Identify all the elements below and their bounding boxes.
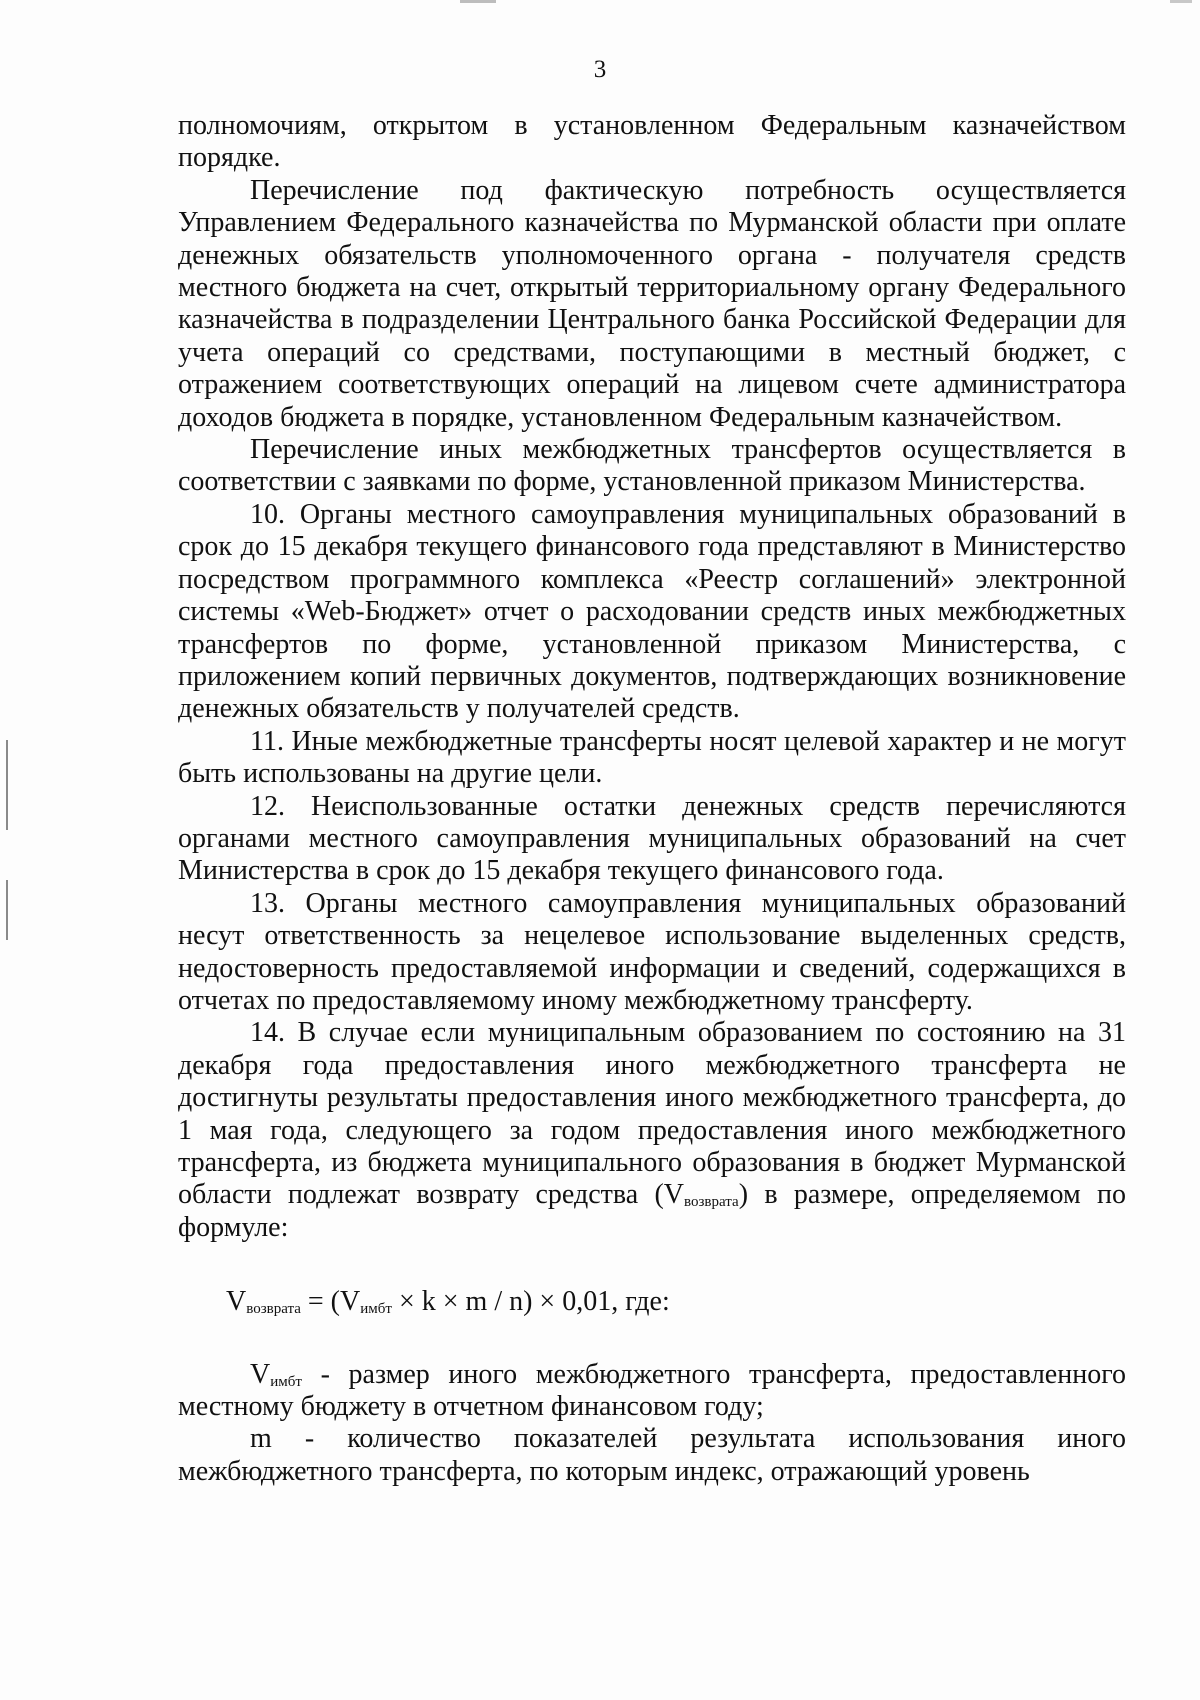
paragraph-item-12: 12. Неиспользованные остатки денежных средств перечисляются органами местного самоуправления муниципальных образований на счет Министерства в срок до 15 декабря текущего финансового года. [178,790,1126,887]
item-14-text-end: ) в размере, определяемом по формуле: [178,1179,1126,1243]
scan-margin-mark [6,880,8,940]
formula-return-subscript: возврата [246,1301,301,1318]
paragraph-continuation: полномочиям, открытом в установленном Федеральным казначейством порядке. [178,110,1126,174]
definition-m: m - количество показателей результата использования иного межбюджетного трансферта, по которым индекс, отражающий уровень [178,1423,1126,1487]
scan-artifact-top [460,0,496,3]
paragraph-transfer-requests: Перечисление иных межбюджетных трансфертов осуществляется в соответствии с заявками по форме, установленной приказом Министерства. [178,434,1126,498]
paragraph-item-11: 11. Иные межбюджетные трансферты носят целевой характер и не могут быть использованы на другие цели. [178,725,1126,790]
page-number: 3 [593,56,607,83]
item-14-text: 14. В случае если муниципальным образованием по состоянию на 31 декабря года предоставления иного межбюджетного трансферта не достигнуты результаты предоставления иного межбюджетного трансферта, до 1 мая года, следующего за годом предоставления иного межбюджетного трансферта, из бюджета муниципального образования в бюджет Мурманской области подлежат возврату средства (V [178,1017,1126,1211]
scan-margin-mark [6,740,8,830]
formula-rest: × k × m / n) × 0,01, где: [391,1286,670,1318]
item-14-subscript: возврата [684,1194,739,1211]
paragraph-item-14 [178,1017,1126,1244]
document-body [178,110,1126,1488]
formula-equals: = (V [300,1286,361,1318]
formula-imbt-subscript: имбт [360,1301,392,1318]
return-formula [178,1286,1126,1318]
definition-vimbt-subscript: имбт [270,1373,302,1390]
definition-vimbt-text: - размер иного межбюджетного трансферта, предоставленного местному бюджету в отчетном финансовом году; [178,1358,1126,1423]
paragraph-transfer-need: Перечисление под фактическую потребность осуществляется Управлением Федерального казначейства по Мурманской области при оплате денежных обязательств уполномоченного органа - получателя средств местного бюджета на счет, открытый территориальному органу Федерального казначейства в подразделении Центрального банка Российской Федерации для учета операций со средствами, поступающими в местный бюджет, с отражением соответствующих операций на лицевом счете администратора доходов бюджета в порядке, установленном Федеральным казначейством. [178,174,1126,433]
paragraph-item-10: 10. Органы местного самоуправления муниципальных образований в срок до 15 декабря текущего финансового года представляют в Министерство посредством программного комплекса «Реестр соглашений» электронной системы «Web-Бюджет» отчет о расходовании средств иных межбюджетных трансфертов по форме, установленной приказом Министерства, с приложением копий первичных документов, подтверждающих возникновение денежных обязательств у получателей средств. [178,498,1126,725]
scan-artifact-top-right [1170,0,1192,3]
definition-vimbt [178,1359,1126,1424]
paragraph-item-13: 13. Органы местного самоуправления муниципальных образований несут ответственность за нецелевое использование выделенных средств, недостоверность предоставляемой информации и сведений, содержащихся в отчетах по предоставляемому иному межбюджетному трансферту. [178,887,1126,1016]
definition-vimbt-symbol: V [250,1358,271,1390]
formula-v-return: V [226,1286,247,1318]
